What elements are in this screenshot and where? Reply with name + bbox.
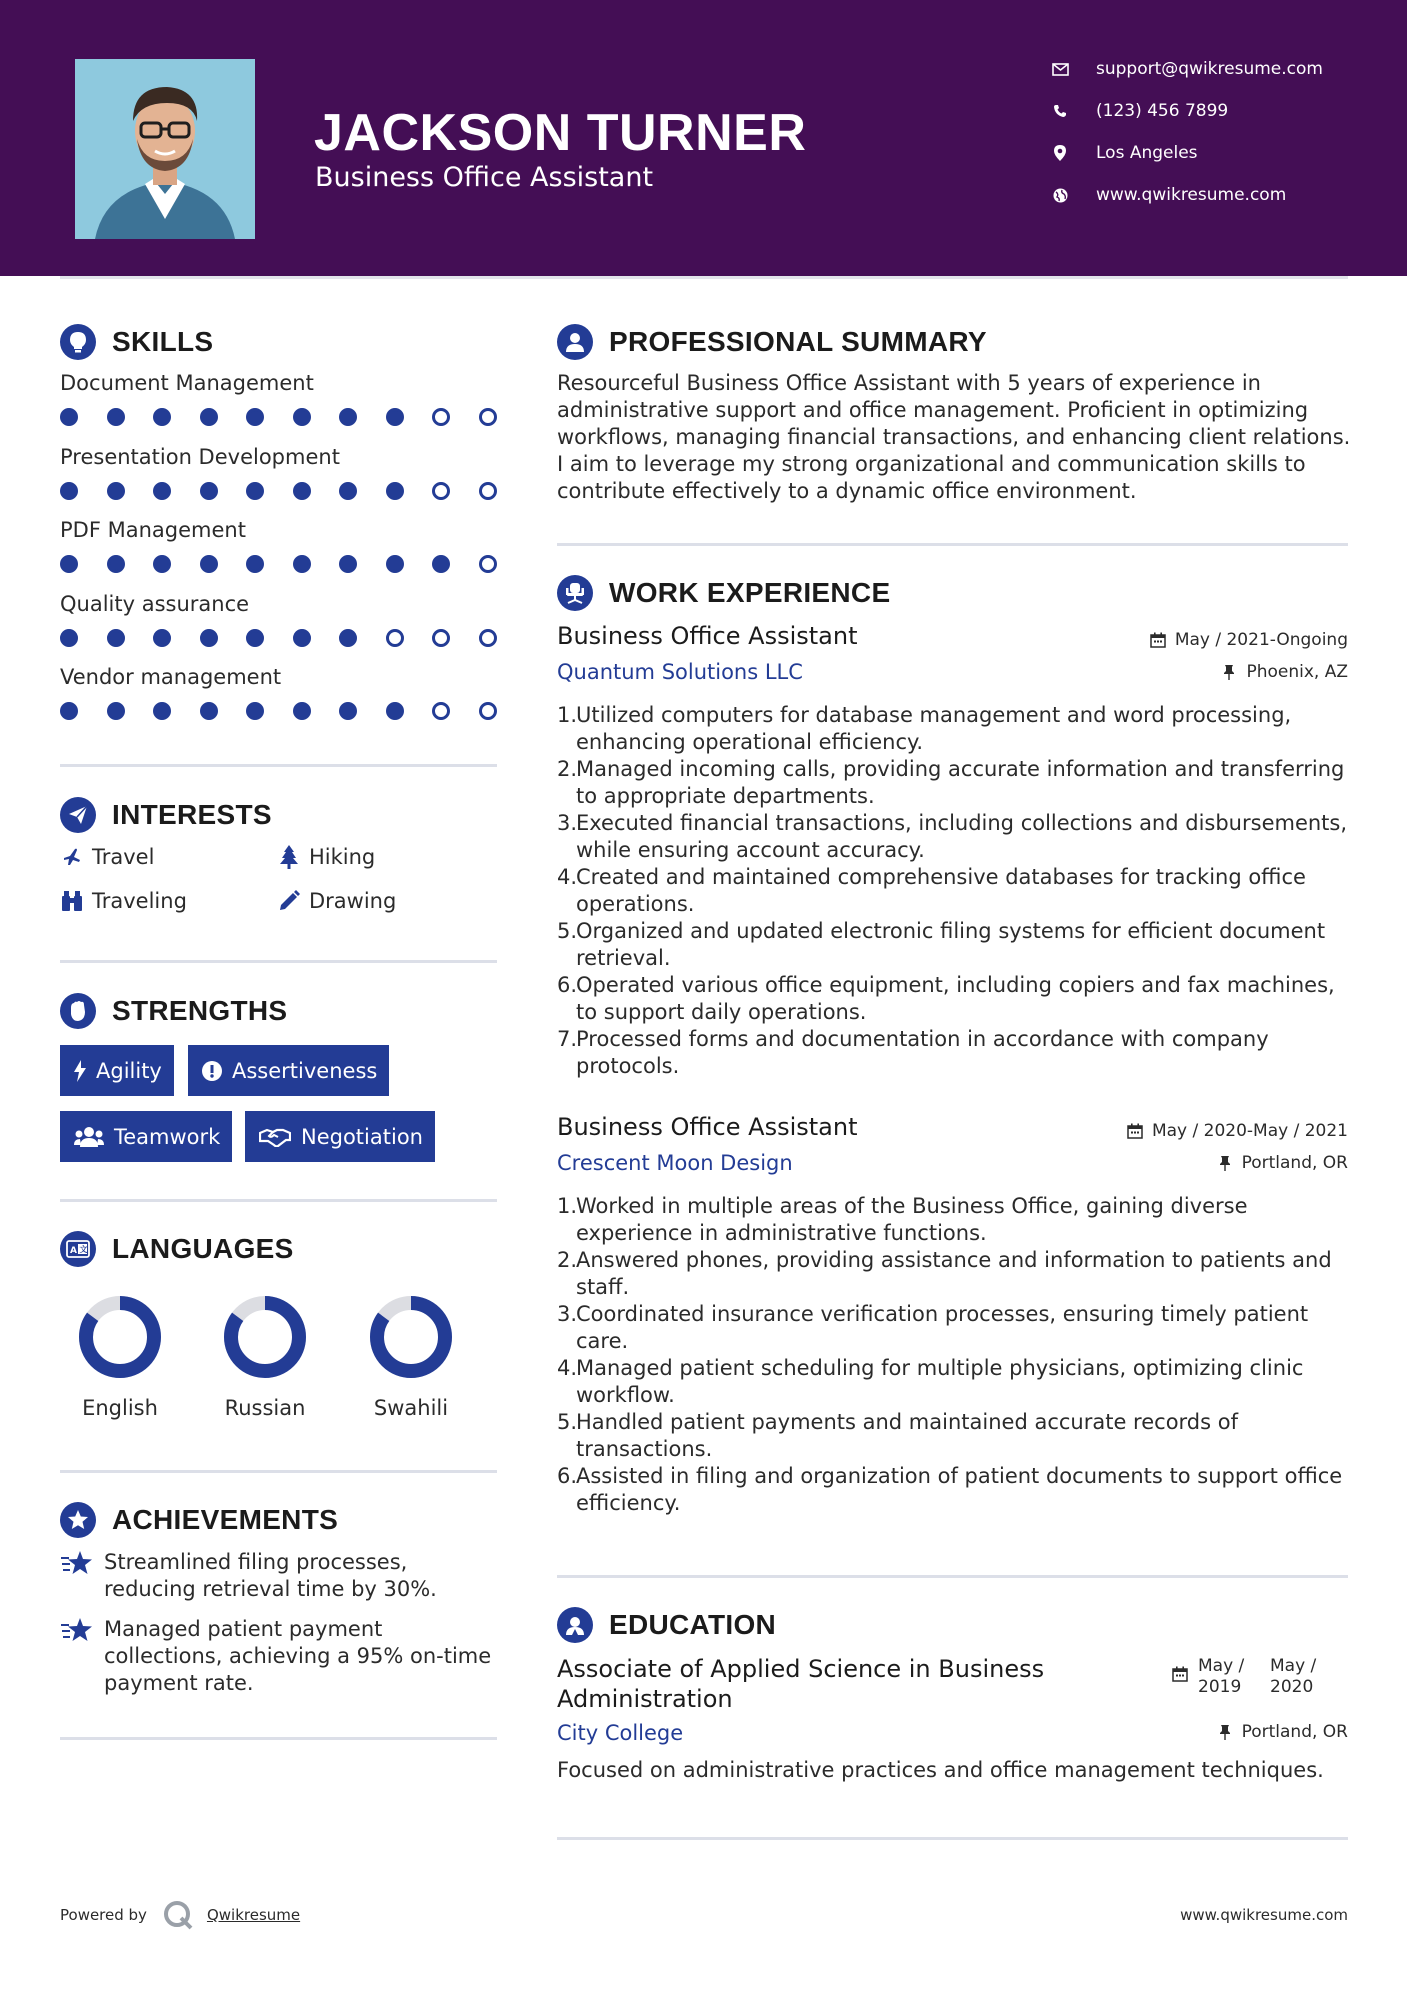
education-location — [1216, 1722, 1348, 1742]
responsibility-text — [576, 918, 1325, 972]
thumbtack-icon — [1220, 663, 1238, 681]
job-dates-text: May / 2021-Ongoing — [1174, 630, 1348, 650]
language-icon — [60, 1231, 96, 1267]
skill-dot-filled — [246, 702, 264, 720]
strength-label: Teamwork — [114, 1124, 221, 1149]
skill-dot-filled — [246, 408, 264, 426]
summary-line: contribute effectively to a dynamic office environment. — [557, 479, 1137, 503]
office-chair-icon — [557, 575, 593, 611]
strength-label: Negotiation — [301, 1124, 423, 1149]
responsibility-number: 3. — [557, 811, 578, 835]
strengths-heading: STRENGTHS — [112, 995, 288, 1026]
candidate-title: Business Office Assistant — [315, 162, 654, 193]
user-circle-icon — [557, 324, 593, 360]
skills-heading: SKILLS — [112, 326, 214, 357]
skill-name: Vendor management — [60, 665, 282, 689]
skill-dot-empty — [386, 629, 404, 647]
job-location-text: Phoenix, AZ — [1246, 662, 1348, 682]
experience-divider — [557, 1575, 1348, 1578]
skill-dot-filled — [107, 482, 125, 500]
interest-item-traveling — [60, 889, 187, 913]
education-start-line: May / — [1198, 1656, 1245, 1676]
responsibility-line: Processed forms and documentation in accordance with company — [576, 1027, 1269, 1051]
contact-location — [1050, 138, 1380, 168]
skill-dot-filled — [107, 555, 125, 573]
responsibility-item — [557, 1247, 1357, 1301]
responsibility-line: workflow. — [576, 1383, 675, 1407]
interests-heading: INTERESTS — [112, 799, 272, 830]
skill-dot-filled — [60, 555, 78, 573]
skill-dot-filled — [200, 629, 218, 647]
users-icon — [72, 1124, 106, 1150]
responsibility-line: Organized and updated electronic filing systems for efficient document — [576, 919, 1326, 943]
job-title: Business Office Assistant — [557, 1113, 858, 1141]
skills-section-header — [60, 322, 213, 362]
job-company: Crescent Moon Design — [557, 1151, 793, 1175]
job-location-text: Portland, OR — [1241, 1153, 1348, 1173]
responsibility-text — [576, 864, 1306, 918]
job-dates-text: May / 2020-May / 2021 — [1151, 1121, 1348, 1141]
responsibility-text — [576, 756, 1344, 810]
degree-line: Associate of Applied Science in Business — [557, 1655, 1045, 1683]
strength-tag-negotiation — [245, 1111, 435, 1162]
responsibility-item — [557, 1409, 1357, 1463]
responsibility-number: 5. — [557, 1410, 578, 1434]
skill-dot-filled — [293, 408, 311, 426]
skill-rating — [60, 702, 525, 720]
responsibility-item — [557, 810, 1357, 864]
plane-icon — [60, 845, 84, 869]
exclamation-icon — [200, 1058, 224, 1084]
degree-title — [557, 1654, 1044, 1714]
language-item — [336, 1294, 486, 1420]
footer-powered-by — [60, 1900, 300, 1930]
summary-divider — [557, 543, 1348, 546]
contact-website-text: www.qwikresume.com — [1096, 185, 1287, 205]
responsibility-item — [557, 1026, 1357, 1080]
responsibility-text — [576, 1193, 1248, 1247]
responsibility-line: efficiency. — [576, 1491, 681, 1515]
responsibility-item — [557, 1463, 1357, 1517]
education-heading: EDUCATION — [609, 1609, 777, 1640]
skill-dot-filled — [339, 629, 357, 647]
skill-dot-filled — [107, 408, 125, 426]
job-responsibilities — [557, 702, 1357, 1080]
skill-dot-empty — [432, 408, 450, 426]
education-start-date — [1198, 1656, 1270, 1698]
interest-item-hiking — [277, 845, 375, 869]
skill-dot-filled — [339, 482, 357, 500]
skill-dot-filled — [107, 702, 125, 720]
skill-dot-filled — [432, 555, 450, 573]
summary-section-header — [557, 322, 987, 362]
responsibility-number: 1. — [557, 703, 578, 727]
interest-label: Drawing — [309, 889, 397, 913]
thumbtack-icon — [1216, 1723, 1234, 1741]
interests-section-header — [60, 795, 272, 835]
responsibility-number: 6. — [557, 1464, 578, 1488]
skill-dot-filled — [153, 408, 171, 426]
star-icon — [60, 1616, 94, 1644]
summary-line: I aim to leverage my strong organizational and communication skills to — [557, 452, 1306, 476]
responsibility-line: to appropriate departments. — [576, 784, 875, 808]
skill-dot-empty — [479, 629, 497, 647]
strength-tag-assertiveness — [188, 1045, 389, 1096]
skill-dot-filled — [339, 408, 357, 426]
contact-location-text: Los Angeles — [1096, 143, 1198, 163]
skill-dot-filled — [246, 482, 264, 500]
responsibility-line: Assisted in filing and organization of patient documents to support office — [576, 1464, 1343, 1488]
responsibility-line: operations. — [576, 892, 695, 916]
responsibility-text — [576, 1301, 1308, 1355]
svg-text:A: A — [70, 1246, 77, 1256]
contact-phone[interactable] — [1050, 96, 1380, 126]
skill-dot-empty — [479, 702, 497, 720]
envelope-icon — [1050, 59, 1070, 79]
responsibility-line: Coordinated insurance verification processes, ensuring timely patient — [576, 1302, 1309, 1326]
skill-dot-empty — [432, 482, 450, 500]
calendar-icon — [1149, 631, 1167, 649]
education-description: Focused on administrative practices and office management techniques. — [557, 1758, 1324, 1782]
header-divider — [60, 276, 1348, 279]
achievements-heading: ACHIEVEMENTS — [112, 1504, 339, 1535]
strengths-section-header — [60, 991, 287, 1031]
responsibility-line: Answered phones, providing assistance and information to patients and — [576, 1248, 1332, 1272]
responsibility-line: to support daily operations. — [576, 1000, 867, 1024]
education-end-line: May / — [1270, 1656, 1317, 1676]
languages-heading: LANGUAGES — [112, 1233, 294, 1264]
summary-line: workflows, managing financial transactions, and enhancing client relations. — [557, 425, 1351, 449]
interest-label: Traveling — [92, 889, 187, 913]
resume-header — [0, 0, 1407, 276]
responsibility-number: 4. — [557, 1356, 578, 1380]
responsibility-number: 5. — [557, 919, 578, 943]
achievement-line: payment rate. — [104, 1671, 254, 1695]
responsibility-text — [576, 972, 1335, 1026]
skill-dot-filled — [386, 702, 404, 720]
skill-dot-filled — [200, 482, 218, 500]
responsibility-number: 2. — [557, 757, 578, 781]
responsibility-number: 4. — [557, 865, 578, 889]
map-pin-icon — [1050, 143, 1070, 163]
summary-heading: PROFESSIONAL SUMMARY — [609, 326, 987, 357]
job-responsibilities — [557, 1193, 1357, 1517]
responsibility-line: Created and maintained comprehensive databases for tracking office — [576, 865, 1306, 889]
skill-name: Document Management — [60, 371, 314, 395]
responsibility-text — [576, 1409, 1238, 1463]
job-title: Business Office Assistant — [557, 622, 858, 650]
achievement-line: Managed patient payment — [104, 1617, 383, 1641]
languages-divider — [60, 1470, 497, 1473]
skill-dot-filled — [153, 702, 171, 720]
responsibility-item — [557, 702, 1357, 756]
lightbulb-icon — [60, 324, 96, 360]
responsibility-line: Operated various office equipment, including copiers and fax machines, — [576, 973, 1335, 997]
job-location — [1216, 1153, 1348, 1173]
responsibility-line: protocols. — [576, 1054, 680, 1078]
contact-phone-text: (123) 456 7899 — [1096, 101, 1229, 121]
responsibility-line: experience in administrative functions. — [576, 1221, 987, 1245]
achievement-line: Streamlined filing processes, — [104, 1550, 408, 1574]
language-name: English — [82, 1396, 158, 1420]
skill-dot-filled — [246, 629, 264, 647]
responsibility-item — [557, 864, 1357, 918]
interest-label: Travel — [92, 845, 155, 869]
achievement-line: reducing retrieval time by 30%. — [104, 1577, 437, 1601]
strength-label: Agility — [96, 1058, 162, 1083]
graduate-icon — [557, 1607, 593, 1643]
candidate-name: JACKSON TURNER — [314, 104, 807, 162]
responsibility-line: Worked in multiple areas of the Business Office, gaining diverse — [576, 1194, 1248, 1218]
achievements-section-header — [60, 1500, 338, 1540]
strength-tag-agility — [60, 1045, 174, 1096]
calendar-icon — [1126, 1122, 1144, 1140]
strength-tag-teamwork — [60, 1111, 232, 1162]
responsibility-item — [557, 1301, 1357, 1355]
responsibility-text — [576, 702, 1291, 756]
language-name: Swahili — [373, 1396, 449, 1420]
skill-rating — [60, 482, 525, 500]
interest-label: Hiking — [309, 845, 376, 869]
globe-icon — [1050, 185, 1070, 205]
summary-line: administrative support and office management. Proficient in optimizing — [557, 398, 1309, 422]
skill-dot-filled — [386, 482, 404, 500]
school-name: City College — [557, 1721, 684, 1745]
experience-heading: WORK EXPERIENCE — [609, 577, 891, 608]
responsibility-line: Utilized computers for database management and word processing, — [576, 703, 1292, 727]
qwikresume-logo-icon — [163, 1900, 195, 1930]
contact-email[interactable] — [1050, 54, 1380, 84]
experience-section-header — [557, 573, 890, 613]
contact-email-text: support@qwikresume.com — [1096, 59, 1323, 79]
responsibility-line: care. — [576, 1329, 629, 1353]
achievement-item — [60, 1549, 500, 1603]
responsibility-line: staff. — [576, 1275, 630, 1299]
skill-dot-filled — [200, 702, 218, 720]
responsibility-number: 3. — [557, 1302, 578, 1326]
skill-dot-filled — [293, 629, 311, 647]
responsibility-line: while ensuring account accuracy. — [576, 838, 925, 862]
responsibility-text — [576, 1463, 1342, 1517]
skill-name: PDF Management — [60, 518, 246, 542]
education-section-header — [557, 1605, 776, 1645]
education-end-line: 2020 — [1270, 1677, 1314, 1697]
skill-dot-empty — [432, 702, 450, 720]
education-location-text: Portland, OR — [1241, 1722, 1348, 1742]
language-proficiency-ring — [77, 1294, 163, 1380]
language-item — [45, 1294, 195, 1420]
thumbtack-icon — [1216, 1154, 1234, 1172]
responsibility-item — [557, 918, 1357, 972]
responsibility-number: 2. — [557, 1248, 578, 1272]
calendar-icon — [1172, 1666, 1190, 1684]
education-start-line: 2019 — [1198, 1677, 1242, 1697]
language-proficiency-ring — [368, 1294, 454, 1380]
achievement-line: collections, achieving a 95% on-time — [104, 1644, 492, 1668]
skill-dot-filled — [293, 702, 311, 720]
binoculars-icon — [60, 889, 84, 913]
responsibility-item — [557, 972, 1357, 1026]
skill-dot-filled — [60, 629, 78, 647]
skill-dot-filled — [153, 629, 171, 647]
responsibility-line: enhancing operational efficiency. — [576, 730, 924, 754]
skill-dot-filled — [200, 408, 218, 426]
education-divider — [557, 1837, 1348, 1840]
skill-dot-empty — [432, 629, 450, 647]
responsibility-number: 1. — [557, 1194, 578, 1218]
handshake-icon — [257, 1124, 293, 1150]
skill-dot-filled — [293, 482, 311, 500]
interest-item-drawing — [277, 889, 396, 913]
responsibility-text — [576, 1026, 1269, 1080]
skill-dot-filled — [339, 555, 357, 573]
responsibility-number: 7. — [557, 1027, 578, 1051]
powered-by-label: Powered by — [60, 1906, 147, 1924]
skill-dot-empty — [479, 482, 497, 500]
footer-website[interactable]: www.qwikresume.com — [1180, 1906, 1348, 1924]
skill-dot-filled — [339, 702, 357, 720]
tree-icon — [277, 845, 301, 869]
skill-dot-filled — [60, 408, 78, 426]
responsibility-item — [557, 1193, 1357, 1247]
skill-dot-empty — [479, 408, 497, 426]
education-end-date — [1270, 1656, 1316, 1698]
responsibility-line: Managed incoming calls, providing accurate information and transferring — [576, 757, 1345, 781]
job-company: Quantum Solutions LLC — [557, 660, 803, 684]
responsibility-text — [576, 810, 1347, 864]
paper-plane-icon — [60, 797, 96, 833]
skill-dot-filled — [60, 482, 78, 500]
responsibility-line: Managed patient scheduling for multiple physicians, optimizing clinic — [576, 1356, 1304, 1380]
skill-name: Quality assurance — [60, 591, 250, 616]
skill-dot-filled — [200, 555, 218, 573]
degree-line: Administration — [557, 1685, 733, 1713]
skill-rating — [60, 555, 525, 573]
skill-dot-filled — [293, 555, 311, 573]
responsibility-line: Handled patient payments and maintained accurate records of — [576, 1410, 1238, 1434]
profile-photo — [75, 59, 255, 239]
interests-divider — [60, 960, 497, 963]
skill-dot-empty — [479, 555, 497, 573]
responsibility-line: Executed financial transactions, including collections and disbursements, — [576, 811, 1348, 835]
job-location — [1220, 662, 1348, 682]
svg-text:文: 文 — [79, 1245, 88, 1254]
strengths-divider — [60, 1199, 497, 1202]
strength-label: Assertiveness — [232, 1058, 378, 1083]
skill-dot-filled — [107, 629, 125, 647]
language-proficiency-ring — [222, 1294, 308, 1380]
qwikresume-link[interactable]: Qwikresume — [206, 1906, 301, 1924]
phone-icon — [1050, 101, 1070, 121]
achievements-divider — [60, 1737, 497, 1740]
summary-text — [557, 370, 1357, 505]
responsibility-number: 6. — [557, 973, 578, 997]
skill-dot-filled — [153, 482, 171, 500]
fist-icon — [60, 993, 96, 1029]
skill-dot-filled — [386, 555, 404, 573]
star-badge-icon — [60, 1502, 96, 1538]
interest-item-travel — [60, 845, 154, 869]
summary-line: Resourceful Business Office Assistant with 5 years of experience in — [557, 371, 1261, 395]
skill-dot-filled — [246, 555, 264, 573]
responsibility-text — [576, 1355, 1303, 1409]
responsibility-line: transactions. — [576, 1437, 713, 1461]
language-item — [190, 1294, 340, 1420]
skills-divider — [60, 764, 497, 767]
skill-name: Presentation Development — [60, 444, 340, 469]
pencil-icon — [277, 889, 301, 913]
bolt-icon — [72, 1058, 88, 1084]
skill-rating — [60, 408, 525, 426]
job-dates — [1126, 1121, 1348, 1141]
job-dates — [1149, 630, 1348, 650]
skill-rating — [60, 629, 525, 647]
responsibility-item — [557, 756, 1357, 810]
responsibility-text — [576, 1247, 1332, 1301]
language-name: Russian — [224, 1396, 306, 1420]
star-icon — [60, 1549, 94, 1577]
skill-dot-filled — [153, 555, 171, 573]
languages-section-header — [60, 1229, 294, 1269]
skill-dot-filled — [386, 408, 404, 426]
achievement-item — [60, 1616, 500, 1697]
skill-dot-filled — [60, 702, 78, 720]
contact-website[interactable] — [1050, 180, 1380, 210]
education-dates — [1172, 1656, 1316, 1698]
responsibility-item — [557, 1355, 1357, 1409]
responsibility-line: retrieval. — [576, 946, 671, 970]
